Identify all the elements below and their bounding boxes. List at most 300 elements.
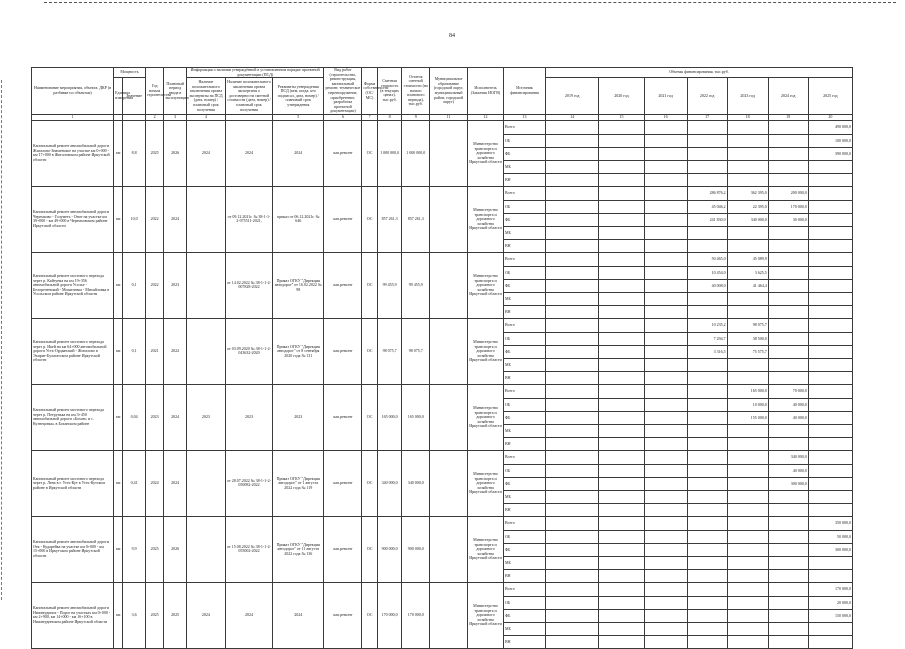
funding-value: [599, 200, 644, 213]
funding-value: [687, 569, 727, 582]
funding-value: [768, 543, 808, 556]
executor-cell: Министерство транспорта и дорожного хозяйства Иркутской области: [468, 582, 504, 648]
approval-cell: 2024: [273, 582, 324, 648]
funding-value: [687, 292, 727, 305]
funding-value: [546, 213, 599, 226]
funding-value: [768, 279, 808, 292]
funding-value: 3 316,5: [687, 345, 727, 358]
funding-value: [727, 305, 768, 318]
funding-value: [808, 490, 852, 503]
funding-value: [687, 477, 727, 490]
funding-value: [687, 635, 727, 648]
funding-value: [727, 371, 768, 384]
source-label: Всего: [503, 582, 545, 596]
funding-value: [727, 530, 768, 543]
funding-value: [687, 120, 727, 134]
funding-value: [644, 292, 687, 305]
funding-value: [768, 292, 808, 305]
funding-value: [644, 186, 687, 200]
funding-value: [599, 147, 644, 160]
header-capacity: Мощность: [114, 68, 146, 78]
funding-value: [546, 450, 599, 464]
header-ownership: Форма собственности (ОС/МС): [362, 68, 377, 115]
header-funding: Объемы финансирования, тыс.руб.: [546, 68, 853, 78]
funding-value: [599, 279, 644, 292]
source-label: Всего: [503, 186, 545, 200]
executor-cell: Министерство транспорта и дорожного хозяйства Иркутской области: [468, 252, 504, 318]
funding-value: [546, 464, 599, 477]
funding-value: [768, 490, 808, 503]
header-expertise: Наличие положительного заключения органа экспертизы на ПСД (дата, номер) / плановый срок получения: [186, 78, 225, 115]
column-number-cell: 18: [727, 114, 768, 120]
work-type-cell: кап.ремонт: [324, 582, 362, 648]
funding-value: [808, 569, 852, 582]
funding-value: [599, 173, 644, 186]
column-number-cell: 2: [145, 114, 163, 120]
plan-year: 2025: [164, 582, 187, 648]
funding-value: [808, 305, 852, 318]
approval-cell: Приказ ОГКУ "Дирекция автодорог" от 16.02.2022 № 98: [273, 252, 324, 318]
header-year-2022: 2022 год: [687, 78, 727, 115]
object-name: Капитальный ремонт автомобильной дороги Жигалово-Знаменское на участке км 0+000 - км 17+000 в Жигаловском районе Иркутской области: [32, 120, 114, 186]
funding-value: [727, 569, 768, 582]
source-label: ОБ: [503, 464, 545, 477]
column-number-cell: 11: [430, 114, 468, 120]
ownership-cell: ОС: [362, 384, 377, 450]
header-source: Источник финансирования: [503, 68, 545, 115]
funding-value: [768, 371, 808, 384]
funding-value: [808, 622, 852, 635]
funding-value: [644, 266, 687, 279]
funding-value: [546, 358, 599, 371]
source-label: МБ: [503, 226, 545, 239]
ownership-cell: ОС: [362, 582, 377, 648]
funding-value: [727, 120, 768, 134]
header-year-2025: 2025 год: [808, 78, 852, 115]
approval-cell: Приказ ОГКУ "Дирекция автодорог" от 1 августа 2022 года № 119: [273, 450, 324, 516]
source-label: ФБ: [503, 213, 545, 226]
funding-value: [599, 305, 644, 318]
header-executor: Исполнитель (Заказчик ИОГВ): [468, 68, 504, 115]
funding-value: [687, 173, 727, 186]
unit-cell: км: [114, 450, 123, 516]
remaining-cost-cell: 165 000,0: [402, 384, 430, 450]
funding-value: [727, 358, 768, 371]
funding-value: [644, 384, 687, 398]
source-label: Всего: [503, 252, 545, 266]
column-number-cell: 7: [362, 114, 377, 120]
funding-value: 45 046,2: [687, 200, 727, 213]
funding-value: [599, 635, 644, 648]
funding-value: [644, 134, 687, 147]
pd-conclusion-cell: 2024: [225, 120, 272, 186]
source-label: ОБ: [503, 134, 545, 147]
funding-value: [687, 134, 727, 147]
funding-value: 75 575,7: [727, 345, 768, 358]
funding-value: [808, 424, 852, 437]
column-number-cell: 5: [273, 114, 324, 120]
column-number-cell: 9: [402, 114, 430, 120]
executor-cell: Министерство транспорта и дорожного хозяйства Иркутской области: [468, 516, 504, 582]
funding-value: 155 000,0: [727, 411, 768, 424]
funding-value: [599, 503, 644, 516]
funding-value: 10 235,2: [687, 318, 727, 332]
funding-value: [808, 635, 852, 648]
funding-value: [546, 318, 599, 332]
plan-year: 2026: [164, 120, 187, 186]
expertise-cell: 2024: [186, 120, 225, 186]
work-type-cell: кап.ремонт: [324, 450, 362, 516]
municipality-cell: [430, 318, 468, 384]
unit-cell: км: [114, 516, 123, 582]
funding-value: [644, 398, 687, 411]
funding-value: [727, 134, 768, 147]
funding-value: 20 000,0: [808, 596, 852, 609]
source-label: МБ: [503, 160, 545, 173]
header-year-2020: 2020 год: [599, 78, 644, 115]
funding-value: [599, 398, 644, 411]
funding-value: [808, 332, 852, 345]
funding-value: 490 000,0: [808, 120, 852, 134]
funding-value: [599, 252, 644, 266]
funding-value: [727, 477, 768, 490]
source-label: ФБ: [503, 147, 545, 160]
object-name: Капитальный ремонт мостового перехода через р. Икей на км 64+000 автомобильной дороги Усть-Ордынский - Жигалово в Эхирит-Булагатском районе Иркутской области: [32, 318, 114, 384]
cost-cell: 900 000,0: [377, 516, 402, 582]
funding-value: 98 075,7: [727, 318, 768, 332]
funding-value: [546, 490, 599, 503]
ownership-cell: ОС: [362, 120, 377, 186]
funding-value: [808, 200, 852, 213]
funding-value: [768, 516, 808, 530]
funding-value: [727, 582, 768, 596]
page-number: 84: [449, 33, 455, 39]
funding-value: [768, 609, 808, 622]
funding-value: [599, 582, 644, 596]
funding-value: [546, 424, 599, 437]
funding-value: [768, 556, 808, 569]
municipality-cell: [430, 450, 468, 516]
source-label: ОБ: [503, 266, 545, 279]
source-label: Всего: [503, 318, 545, 332]
source-label: МБ: [503, 556, 545, 569]
funding-value: [644, 569, 687, 582]
funding-value: [808, 292, 852, 305]
expertise-cell: 2023: [186, 384, 225, 450]
funding-value: [644, 173, 687, 186]
funding-value: [808, 279, 852, 292]
funding-value: [546, 543, 599, 556]
funding-value: [808, 384, 852, 398]
header-start-year: Год начала строительства: [145, 68, 163, 115]
remaining-cost-cell: 340 000,0: [402, 450, 430, 516]
funding-value: [687, 239, 727, 252]
funding-value: [599, 266, 644, 279]
table-row: [32, 120, 853, 134]
table-row: [32, 186, 853, 200]
funding-value: [687, 398, 727, 411]
expertise-cell: [186, 252, 225, 318]
start-year: 2025: [145, 120, 163, 186]
funding-value: [644, 450, 687, 464]
funding-value: [644, 609, 687, 622]
source-label: ОБ: [503, 596, 545, 609]
funding-value: [768, 226, 808, 239]
funding-value: [768, 252, 808, 266]
source-label: МБ: [503, 424, 545, 437]
header-year-2024: 2024 год: [768, 78, 808, 115]
municipality-cell: [430, 384, 468, 450]
top-border-line: [44, 2, 896, 3]
funding-value: [687, 226, 727, 239]
object-name: Капитальный ремонт мостового перехода через р. Кайтунка на км 19+356 автомобильной дороги Усолье - Белореченский - Мишелевка - Михайловка в Усольском районе Иркутской области: [32, 252, 114, 318]
funding-value: [808, 160, 852, 173]
column-number-cell: 4: [186, 114, 225, 120]
header-pd-conclusion: Наличие положительного заключения органа экспертизы о достоверности сметной стоимости (дата, номер) / плановый срок получения: [225, 78, 272, 115]
funding-value: [599, 424, 644, 437]
plan-year: 2024: [164, 450, 187, 516]
funding-value: [768, 424, 808, 437]
funding-value: [727, 609, 768, 622]
funding-value: 150 000,0: [808, 609, 852, 622]
funding-value: [599, 556, 644, 569]
funding-value: [727, 147, 768, 160]
funding-value: [727, 160, 768, 173]
remaining-cost-cell: 99 455,9: [402, 252, 430, 318]
source-label: ВН: [503, 305, 545, 318]
funding-value: [687, 160, 727, 173]
funding-value: [546, 371, 599, 384]
funding-value: [644, 477, 687, 490]
source-label: Всего: [503, 120, 545, 134]
funding-value: [644, 411, 687, 424]
funding-value: [687, 424, 727, 437]
capacity-value: 0,04: [123, 384, 146, 450]
table-row: [32, 450, 853, 464]
funding-value: [599, 437, 644, 450]
plan-year: 2023: [164, 252, 187, 318]
funding-value: [599, 371, 644, 384]
funding-value: [599, 596, 644, 609]
funding-value: 40 008,0: [687, 279, 727, 292]
source-label: ВН: [503, 503, 545, 516]
funding-value: [687, 516, 727, 530]
funding-value: [644, 464, 687, 477]
funding-value: [644, 437, 687, 450]
pd-conclusion-cell: от 09.12.2021г. № 38-1-1-2-075511-2021,: [225, 186, 272, 252]
start-year: 2025: [145, 582, 163, 648]
funding-value: [599, 213, 644, 226]
column-number-cell: 14: [546, 114, 599, 120]
funding-value: [546, 292, 599, 305]
funding-value: [546, 279, 599, 292]
column-number-cell: 15: [599, 114, 644, 120]
funding-value: [644, 556, 687, 569]
header-plan-year: Плановый период ввода в эксплуатацию: [164, 68, 187, 115]
funding-value: 40 000,0: [768, 398, 808, 411]
expertise-cell: 2024: [186, 582, 225, 648]
funding-value: [644, 582, 687, 596]
funding-value: 170 000,0: [808, 582, 852, 596]
funding-value: [687, 464, 727, 477]
funding-value: 340 000,0: [727, 213, 768, 226]
funding-value: [808, 213, 852, 226]
capacity-value: 0,1: [123, 318, 146, 384]
approval-cell: Приказ ОГКУ "Дирекция автодорог" от 11 августа 2022 года № 136: [273, 516, 324, 582]
object-name: Капитальный ремонт автомобильной дороги Нижнеудинск - Порог на участках км 0+000 - км 2+900, км 14+000 - км 16+100 в Нижнеудинском районе Иркутской области: [32, 582, 114, 648]
funding-value: [644, 252, 687, 266]
table-row: [32, 252, 853, 266]
funding-value: [644, 345, 687, 358]
table-row: [32, 582, 853, 596]
executor-cell: Министерство транспорта и дорожного хозяйства Иркутской области: [468, 318, 504, 384]
funding-value: [599, 609, 644, 622]
funding-value: [546, 345, 599, 358]
cost-cell: 340 000,0: [377, 450, 402, 516]
funding-value: 50 465,0: [687, 252, 727, 266]
cost-cell: 170 000,0: [377, 582, 402, 648]
funding-value: [599, 239, 644, 252]
funding-value: 41 464,4: [727, 279, 768, 292]
header-unit: Единица измерения: [114, 78, 123, 115]
funding-value: [768, 134, 808, 147]
funding-value: [546, 582, 599, 596]
expertise-cell: [186, 186, 225, 252]
funding-value: [599, 490, 644, 503]
funding-value: [644, 279, 687, 292]
column-number-cell: 12: [468, 114, 504, 120]
header-name: Наименование мероприятия, объекта, ДКР (в разбивке по объектам): [32, 68, 114, 115]
funding-value: [687, 147, 727, 160]
cost-cell: 1 000 000,0: [377, 120, 402, 186]
column-number-cell: 19: [768, 114, 808, 120]
ownership-cell: ОС: [362, 516, 377, 582]
funding-value: [546, 332, 599, 345]
approval-cell: 2024: [273, 120, 324, 186]
source-label: ВН: [503, 371, 545, 384]
funding-value: [727, 226, 768, 239]
funding-value: [546, 516, 599, 530]
object-name: Капитальный ремонт мостового перехода через р. Петрунька на км 3+450 автомобильной дороги «Бохан» и с. Кузнецовка» в Боханском районе: [32, 384, 114, 450]
source-label: ВН: [503, 437, 545, 450]
executor-cell: Министерство транспорта и дорожного хозяйства Иркутской области: [468, 120, 504, 186]
funding-value: [644, 371, 687, 384]
funding-value: [546, 556, 599, 569]
funding-value: [808, 318, 852, 332]
funding-value: [546, 411, 599, 424]
cost-cell: 857 261,3: [377, 186, 402, 252]
expertise-cell: [186, 450, 225, 516]
source-label: МБ: [503, 490, 545, 503]
funding-value: [644, 332, 687, 345]
funding-value: [546, 305, 599, 318]
source-label: ВН: [503, 173, 545, 186]
cost-cell: 165 000,0: [377, 384, 402, 450]
funding-value: [546, 173, 599, 186]
funding-value: [546, 186, 599, 200]
funding-value: [644, 503, 687, 516]
funding-value: [727, 635, 768, 648]
municipality-cell: [430, 582, 468, 648]
funding-value: [808, 173, 852, 186]
funding-value: [546, 503, 599, 516]
capacity-value: 8,8: [123, 120, 146, 186]
header-year-2019: 2019 год: [546, 78, 599, 115]
funding-value: [599, 384, 644, 398]
funding-value: [546, 134, 599, 147]
funding-value: [768, 239, 808, 252]
funding-value: [644, 635, 687, 648]
funding-value: 100 000,0: [808, 134, 852, 147]
funding-value: 300 000,0: [808, 543, 852, 556]
funding-value: [687, 371, 727, 384]
funding-value: 7 294,7: [687, 332, 727, 345]
funding-value: [687, 530, 727, 543]
executor-cell: Министерство транспорта и дорожного хозяйства Иркутской области: [468, 186, 504, 252]
source-label: МБ: [503, 622, 545, 635]
funding-value: [768, 266, 808, 279]
header-year-2023: 2023 год: [727, 78, 768, 115]
column-number-cell: 20: [808, 114, 852, 120]
funding-value: [808, 556, 852, 569]
source-label: ФБ: [503, 477, 545, 490]
funding-value: [727, 503, 768, 516]
municipality-cell: [430, 252, 468, 318]
funding-value: [644, 213, 687, 226]
funding-value: [644, 147, 687, 160]
start-year: 2024: [145, 450, 163, 516]
funding-value: [768, 582, 808, 596]
table-row: [32, 516, 853, 530]
start-year: 2022: [145, 252, 163, 318]
funding-value: [644, 424, 687, 437]
source-label: ОБ: [503, 530, 545, 543]
funding-value: [808, 358, 852, 371]
funding-value: [727, 516, 768, 530]
funding-value: [599, 477, 644, 490]
work-type-cell: кап.ремонт: [324, 186, 362, 252]
funding-value: [599, 226, 644, 239]
funding-value: [808, 437, 852, 450]
funding-value: [768, 530, 808, 543]
unit-cell: км: [114, 252, 123, 318]
funding-value: [808, 411, 852, 424]
funding-value: [599, 464, 644, 477]
funding-value: [644, 160, 687, 173]
funding-value: [599, 292, 644, 305]
funding-value: [808, 345, 852, 358]
funding-value: [727, 596, 768, 609]
funding-value: [599, 160, 644, 173]
funding-value: 22 395,0: [727, 200, 768, 213]
funding-value: [687, 305, 727, 318]
funding-value: [768, 305, 808, 318]
unit-cell: км: [114, 120, 123, 186]
left-border-line: [1, 80, 2, 600]
source-label: ВН: [503, 569, 545, 582]
funding-value: [727, 622, 768, 635]
ownership-cell: ОС: [362, 186, 377, 252]
funding-value: [727, 556, 768, 569]
work-type-cell: кап.ремонт: [324, 516, 362, 582]
objects-table: [31, 67, 853, 649]
funding-value: 170 000,0: [768, 200, 808, 213]
funding-value: [546, 635, 599, 648]
pd-conclusion-cell: 2024: [225, 582, 272, 648]
start-year: 2023: [145, 384, 163, 450]
pd-conclusion-cell: от 15.08.2022 № 38-1-1-2-055002-2022: [225, 516, 272, 582]
funding-value: 200 000,0: [768, 186, 808, 200]
